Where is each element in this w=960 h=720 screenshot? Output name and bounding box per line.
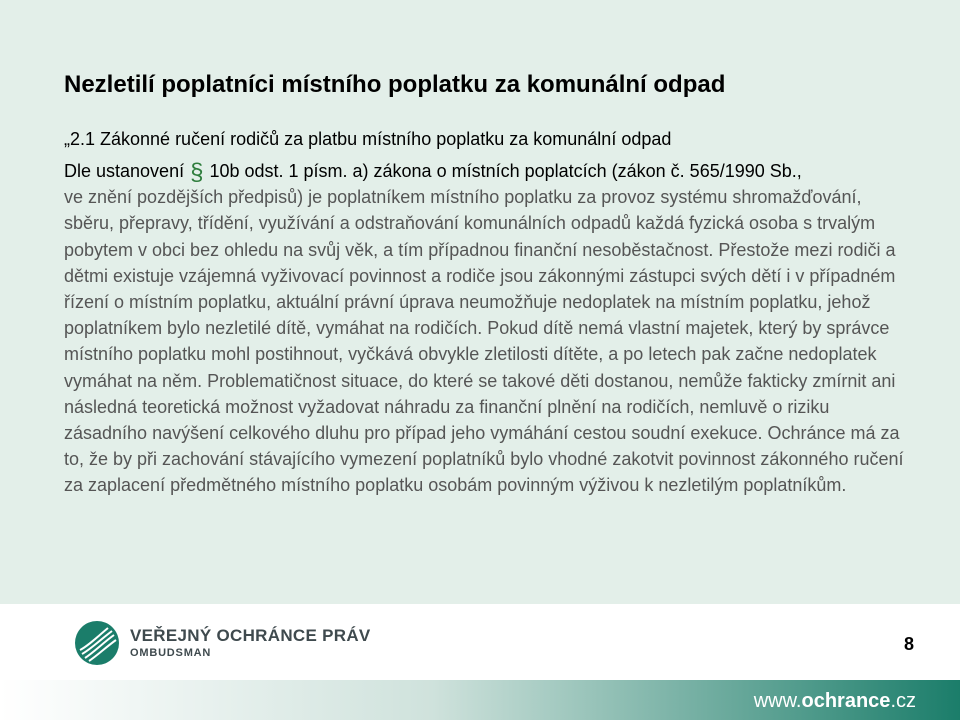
section-subheading: „2.1 Zákonné ručení rodičů za platbu místního poplatku za komunální odpad: [64, 129, 672, 149]
page-number: 8: [904, 634, 915, 654]
logo-text: [130, 626, 371, 660]
lead-line: [64, 158, 914, 184]
body-text: [64, 158, 914, 499]
ombudsman-logo-icon: [74, 620, 120, 666]
lead-before-text: Dle ustanovení: [64, 161, 185, 181]
website-url[interactable]: [754, 690, 916, 713]
slide-title: Nezletilí poplatníci místního poplatku za komunální odpad: [64, 71, 726, 98]
url-prefix: www.: [753, 690, 802, 712]
logo-subtitle: OMBUDSMAN: [130, 647, 212, 659]
logo-name: VEŘEJNÝ OCHRÁNCE PRÁV: [130, 626, 371, 645]
ombudsman-logo: [74, 620, 371, 666]
section-sign-icon: §: [190, 159, 204, 186]
body-paragraph: ve znění pozdějších předpisů) je poplatníkem místního poplatku za provoz systému shromažďování, sběru, přepravy, třídění, využívání a odstraňování komunálních odpadů každá fyzická osoba s trvalým pobytem v obci bez ohledu na svůj věk, a tím případnou finanční nesoběstačnost. Přestože mezi rodiči a dětmi existuje vzájemná vyživovací povinnost a rodiče jsou zákonnými zástupci svých dětí i v případném řízení o místním poplatku, aktuální právní úprava neumožňuje nedoplatek na místním poplatku, jehož poplatníkem bylo nezletilé dítě, vymáhat na rodičích. Pokud dítě nemá vlastní majetek, který by správce místního poplatku mohl postihnout, vyčkává obvykle zletilosti dítěte, a po letech pak začne nedoplatek vymáhat na něm. Problematičnost situace, do které se takové děti dostanou, nemůže fakticky zmírnit ani následná teoretická možnost vyžadovat náhradu za finanční plnění na rodičích, nemluvě o riziku zásadního navýšení celkového dluhu pro případ jeho vymáhání cestou soudní exekuce. Ochránce má za to, že by při zachování stávajícího vymezení poplatníků bylo vhodné zakotvit povinnost zákonného ručení za zaplacení předmětného místního poplatku osobám povinným výživou k nezletilým poplatníkům.: [64, 187, 904, 496]
lead-after-text: 10b odst. 1 písm. a) zákona o místních poplatcích (zákon č. 565/1990 Sb.,: [209, 161, 802, 181]
url-domain: ochrance: [801, 690, 891, 712]
url-suffix: .cz: [890, 690, 916, 712]
